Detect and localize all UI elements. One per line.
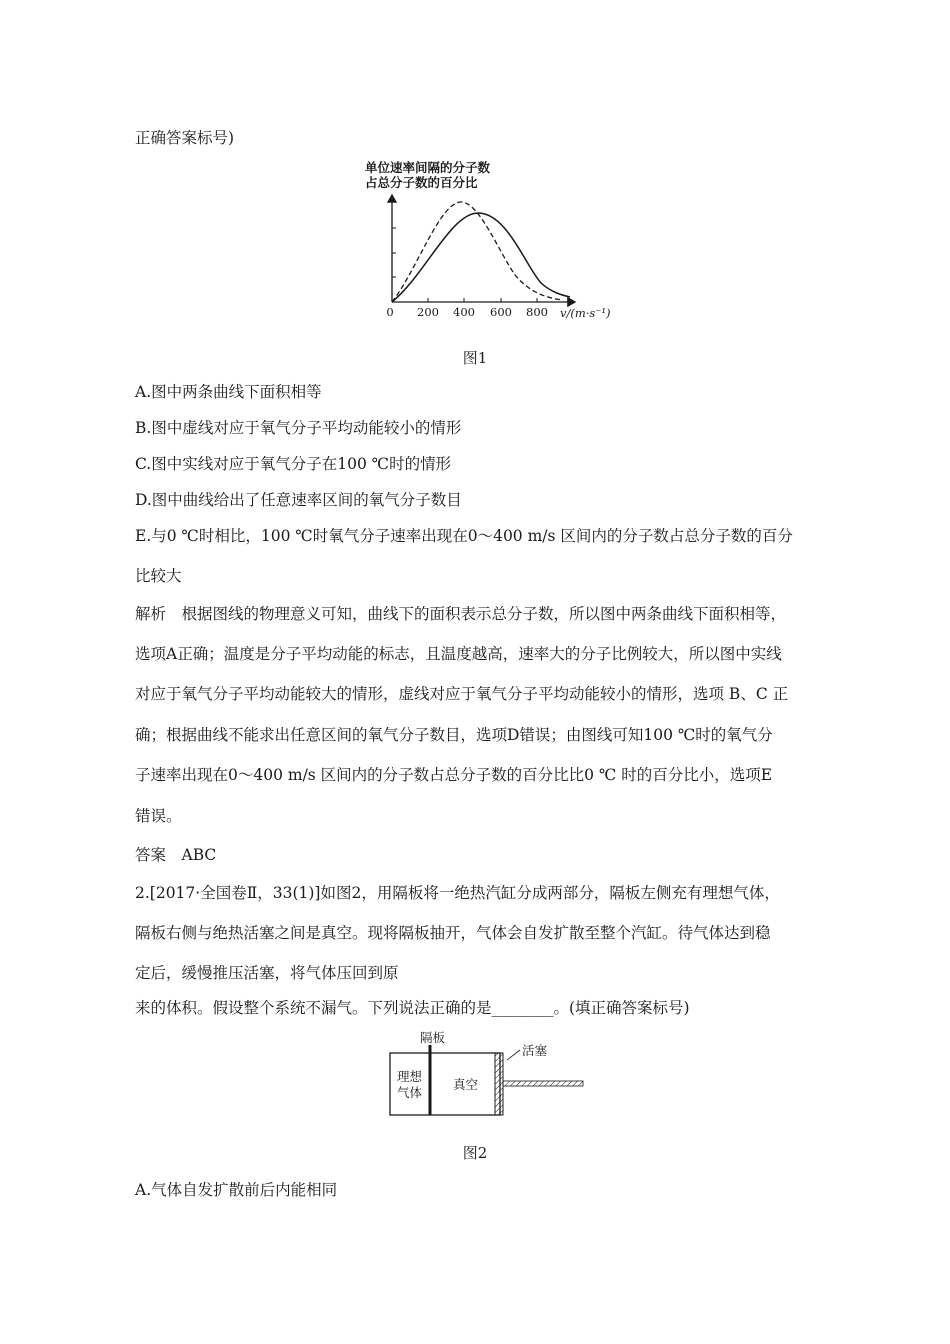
ideal-gas-label: 气体 [397,1085,423,1100]
piston-label: 活塞 [522,1043,548,1058]
intro-text: 正确答案标号) [135,129,235,147]
figure-1-tick-label: 200 [417,305,439,319]
option-e-continued: 比较大 [135,567,182,585]
figure-1-ylabel-line2: 占总分子数的百分比 [365,175,478,190]
option-a: A.图中两条曲线下面积相等 [135,383,322,401]
figure-2-caption: 图2 [462,1144,488,1162]
figure-1-tick-label: 400 [453,305,475,319]
analysis-line: 选项A正确；温度是分子平均动能的标志，且温度越高，速率大的分子比例较大，所以图中实线 [135,645,782,663]
analysis-line: 解析 根据图线的物理意义可知，曲线下的面积表示总分子数，所以图中两条曲线下面积相等， [135,605,787,623]
question-2-line: 来的体积。假设整个系统不漏气。下列说法正确的是________。(填正确答案标号) [135,999,690,1017]
figure-1-tick-label: 800 [526,305,548,319]
option-c: C.图中实线对应于氧气分子在100 ℃时的情形 [135,455,452,473]
cylinder [390,1053,500,1115]
ideal-gas-label: 理想 [397,1069,423,1084]
answer: 答案 ABC [135,846,217,864]
figure-1-caption: 图1 [462,349,488,367]
q2-option-a: A.气体自发扩散前后内能相同 [135,1181,338,1199]
figure-1-tick-label: 600 [490,305,512,319]
analysis-line: 确；根据曲线不能求出任意区间的氧气分子数目，选项D错误；由图线可知100 ℃时的氧气分 [135,726,773,744]
option-b: B.图中虚线对应于氧气分子平均动能较小的情形 [135,419,462,437]
vacuum-label: 真空 [453,1077,479,1092]
figure-1-ylabel-line1: 单位速率间隔的分子数 [365,160,491,175]
question-2-line: 定后，缓慢推压活塞，将气体压回到原 [135,964,399,982]
piston-rod [503,1081,583,1086]
question-2-line: 2.[2017·全国卷Ⅱ，33(1)]如图2，用隔板将一绝热汽缸分成两部分，隔板左侧充有理想气体， [135,884,780,902]
figure-1-xlabel: v/(m·s⁻¹) [560,306,611,320]
option-e: E.与0 ℃时相比，100 ℃时氧气分子速率出现在0～400 m/s 区间内的分子数占总分子数的百分 [135,527,793,545]
figure-1-tick-label: 0 [386,305,394,319]
piston [495,1053,503,1115]
partition-label: 隔板 [420,1030,446,1045]
analysis-line: 子速率出现在0～400 m/s 区间内的分子数占总分子数的百分比比0 ℃ 时的百分比小，选项E [135,766,773,784]
question-2-line: 隔板右侧与绝热活塞之间是真空。现将隔板抽开，气体会自发扩散至整个汽缸。待气体达到稳 [135,924,771,942]
option-d: D.图中曲线给出了任意速率区间的氧气分子数目 [135,491,462,509]
analysis-line: 错误。 [135,807,182,825]
figure-1-dashed-curve [392,202,563,302]
figure-2-diagram [385,1030,600,1120]
piston-leader-line [507,1050,520,1060]
figure-1-chart [355,155,625,330]
analysis-line: 对应于氧气分子平均动能较大的情形，虚线对应于氧气分子平均动能较小的情形，选项 B、C 正 [135,685,789,703]
